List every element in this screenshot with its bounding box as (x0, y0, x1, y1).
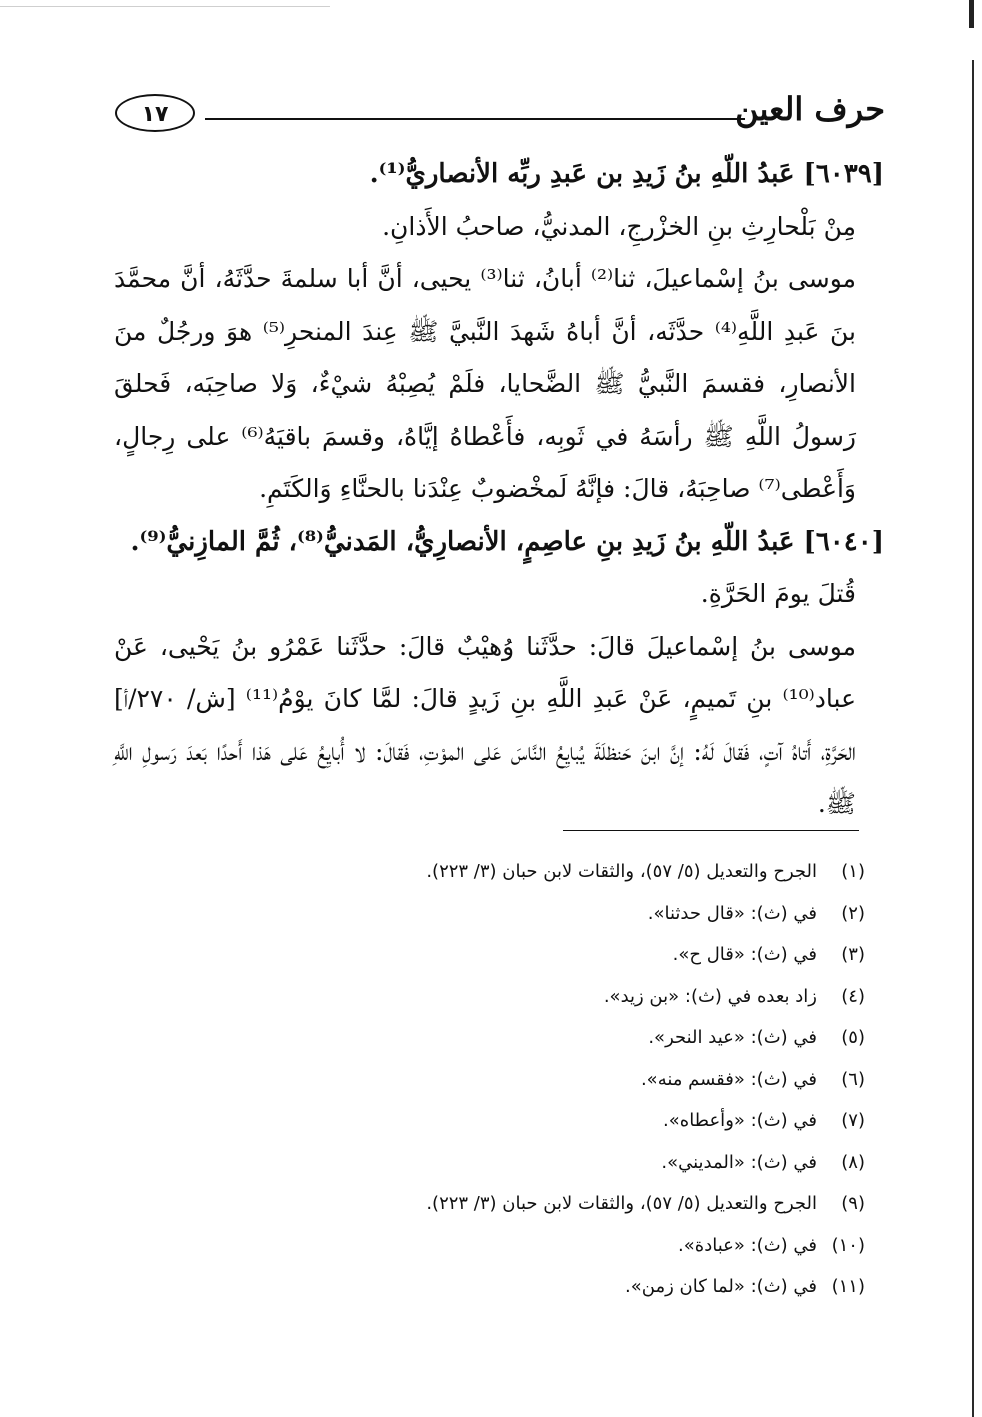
entry-6039-heading: [٦٠٣٩] عَبدُ اللّهِ بنُ زَيدِ بن عَبدِ ربِّه الأنصاريُّ⁽¹⁾. (369, 159, 884, 189)
scan-artifact-top-line (0, 6, 330, 7)
footnote-item (200, 1142, 865, 1184)
footnote-item (200, 851, 865, 893)
footnote-text: زاد بعده في (ث): «بن زيد». (603, 985, 817, 1007)
footnote-text: في (ث): «المديني». (661, 1151, 817, 1173)
footnote-item (200, 976, 865, 1018)
footnote-item (200, 893, 865, 935)
scan-artifact-corner-mark (969, 0, 974, 28)
footnote-text: في (ث): «قال حدثنا». (647, 902, 817, 924)
footnote-item (200, 1225, 865, 1267)
footnote-separator (563, 830, 859, 831)
footnote-number: (٦) (841, 1068, 865, 1090)
page-header (105, 88, 885, 148)
entry-6040-death-note: قُتلَ يومَ الحَرَّةِ. (700, 579, 856, 608)
footnote-number: (٩) (841, 1193, 865, 1214)
footnote-number: (١) (841, 861, 865, 882)
main-text (114, 148, 884, 831)
footnote-item (200, 1059, 865, 1101)
running-title: حرف العين (735, 90, 885, 128)
entry-6039-lineage: مِنْ بَلْحارِثِ بنِ الخزْرجِ، المدنيُّ، صاحبُ الأَذانِ. (382, 211, 856, 241)
header-rule (205, 118, 745, 120)
footnote-text: الجرح والتعديل (٥/ ٥٧)، والثقات لابن حبان (٣/ ٢٢٣). (426, 861, 817, 882)
footnote-item (200, 1100, 865, 1142)
footnote-text: في (ث): «عبادة». (678, 1234, 817, 1256)
footnote-number: (١٠) (831, 1234, 865, 1256)
footnotes (200, 851, 865, 1308)
footnote-text: الجرح والتعديل (٥/ ٥٧)، والثقات لابن حبان (٣/ ٢٢٣). (426, 1193, 817, 1214)
footnote-item (200, 934, 865, 976)
entry-6040-heading: [٦٠٤٠] عَبدُ اللّهِ بنُ زَيدِ بنِ عاصِمٍ، الأنصارِيُّ، المَدنيُّ⁽⁸⁾، ثُمَّ المازِنيُّ⁽⁹⁾. (130, 526, 884, 557)
footnote-item (200, 1017, 865, 1059)
scan-artifact-right-border (972, 60, 974, 1417)
footnote-number: (٨) (841, 1151, 865, 1173)
footnote-number: (٣) (841, 944, 865, 965)
footnote-text: في (ث): «وأعطاه». (663, 1110, 817, 1131)
footnote-text: في (ث): «فقسم منه». (640, 1068, 817, 1090)
footnote-number: (٤) (841, 985, 865, 1007)
footnote-number: (٧) (841, 1110, 865, 1131)
footnote-item (200, 1266, 865, 1308)
footnote-text: في (ث): «لما كان زمن». (625, 1276, 817, 1297)
page-number: ١٧ (115, 94, 195, 132)
entry-6039-narration: موسى بنُ إسْماعيلَ، ثنا⁽²⁾ أبانُ، ثنا⁽³⁾ يحيى، أنَّ أبا سلمةَ حدَّثَهُ، أنَّ محمَّدَ بنَ عَبدِ اللَّهِ⁽⁴⁾ حدَّثَه، أنَّ أباهُ شَهدَ النَّبيَّ ﷺ عِندَ المنحرِ⁽⁵⁾ هوَ ورجُلٌ منَ الأنصارِ، فقسمَ النَّبيُّ ﷺ الضَّحايا، فلَمْ يُصِبْهُ شيْءٌ، وَلا صاحِبَه، فَحلقَ رَسولُ اللَّهِ ﷺ رأسَهُ في ثَوبِه، فأَعْطاهُ إيَّاهُ، وقسمَ باقيَهُ⁽⁶⁾ على رِجالٍ، وَأَعْطى⁽⁷⁾ صاحِبَهُ، قالَ: فإنَّهُ لَمخْضوبٌ عِنْدَنا بالحنَّاءِ وَالكَتَمِ. (114, 264, 856, 503)
footnote-number: (٢) (841, 902, 865, 924)
entry-6040-narration: موسى بنُ إسْماعيلَ قالَ: حدَّثَنا وُهيْبٌ قالَ: حدَّثَنا عَمْرُو بنُ يَحْيى، عَنْ عباد⁽¹⁰⁾ بنِ تَميمٍ، عَنْ عَبدِ اللَّهِ بنِ زَيدٍ قالَ: لمَّا كانَ يوْمُ⁽¹¹⁾ [ش/ ٢٧٠/أ] الحَرَّةِ، أَتاهُ آتٍ، فَقالَ لَهُ: إنَّ ابنَ حَنظلَةَ يُبايِعُ النَّاسَ عَلى الموْتِ، فَقالَ: لا أُبايِعُ عَلى هَذا أَحدًا بَعدَ رَسولِ اللَّهِ ﷺ. (114, 631, 856, 818)
footnote-number: (٥) (841, 1027, 865, 1048)
footnote-text: في (ث): «عيد النحر». (648, 1027, 817, 1048)
footnote-item (200, 1183, 865, 1225)
footnote-number: (١١) (831, 1276, 865, 1297)
footnote-text: في (ث): «قال ح». (672, 944, 817, 965)
